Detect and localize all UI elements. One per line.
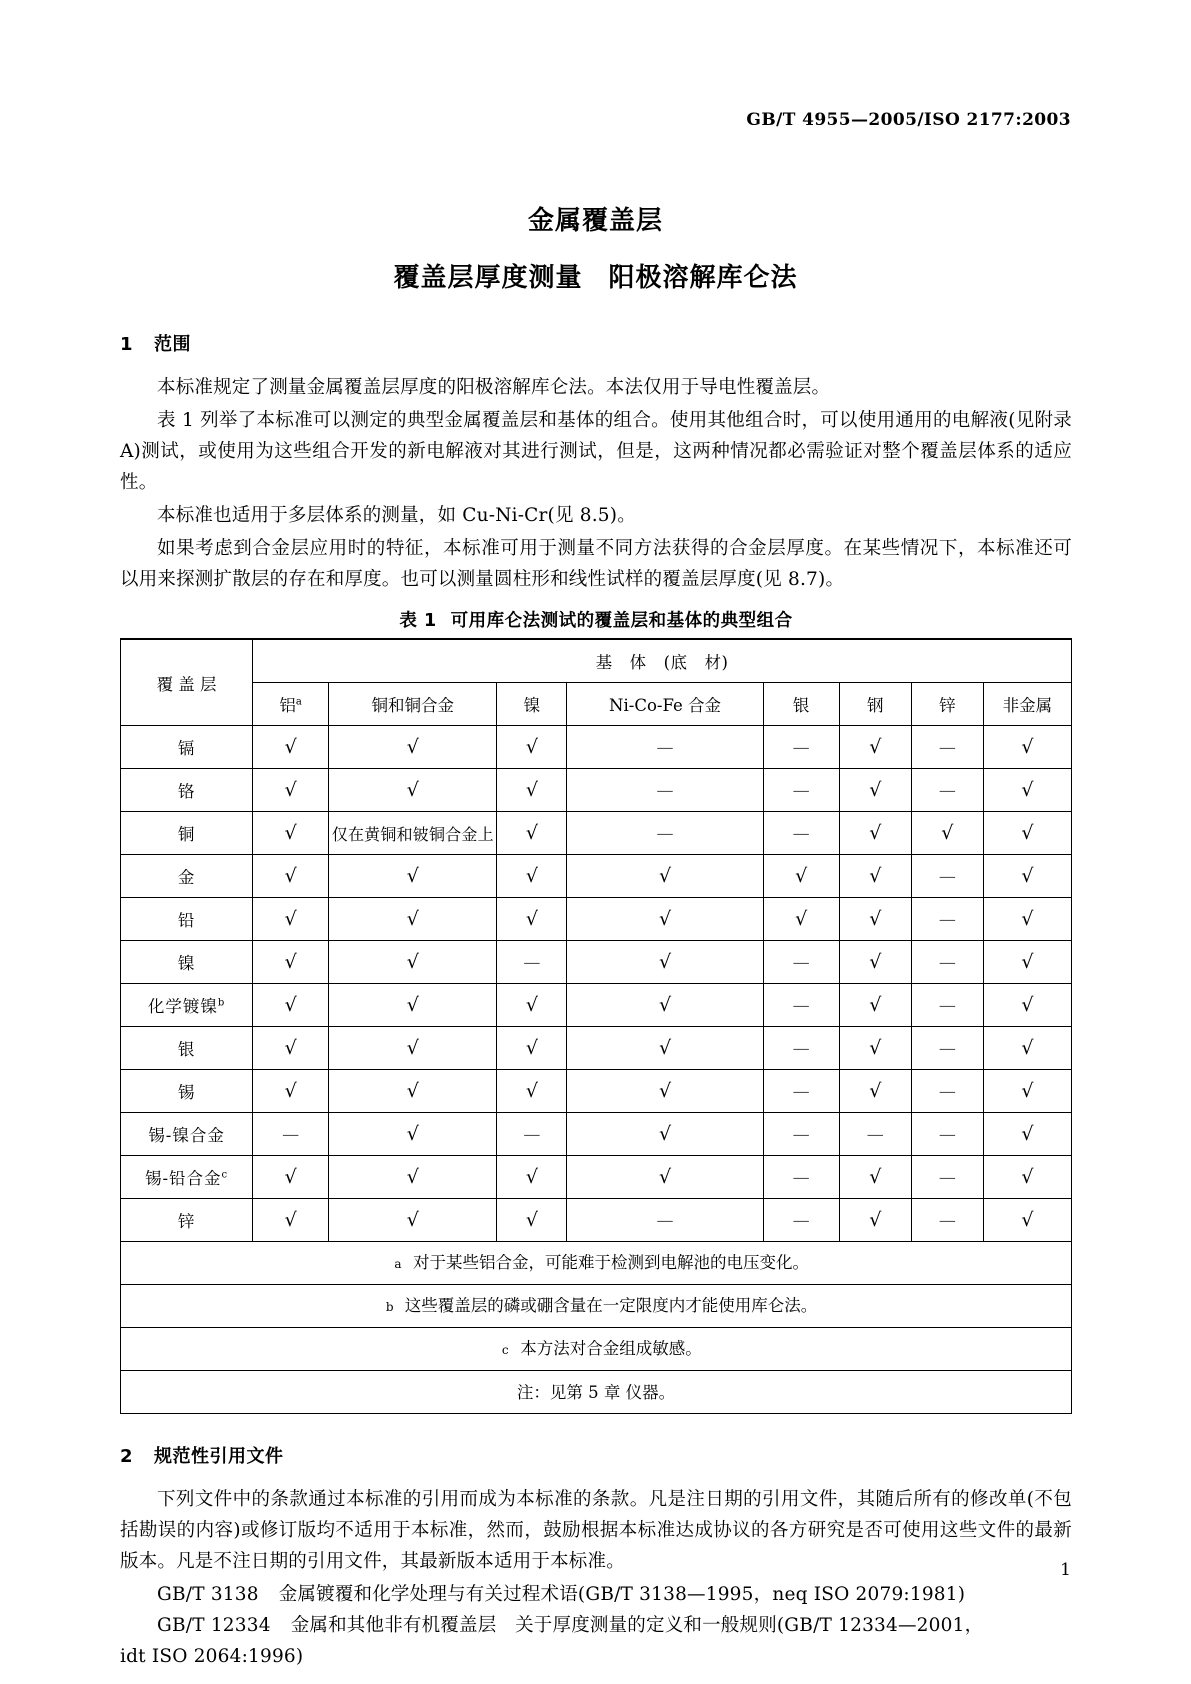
cell-value: √ <box>525 821 538 844</box>
table-cell <box>567 1027 763 1070</box>
cell-value: √ <box>525 1036 538 1059</box>
cell-value: — <box>282 1124 300 1145</box>
cell-value: — <box>792 1038 810 1059</box>
cell-value: — <box>792 1210 810 1231</box>
table-cell <box>497 984 567 1027</box>
table-cell <box>497 855 567 898</box>
cell-value: — <box>938 1167 956 1188</box>
cell-value: — <box>792 1124 810 1145</box>
row-header-coating <box>121 1027 253 1070</box>
table-column-header-row <box>121 683 1072 726</box>
cell-value: √ <box>1021 993 1034 1016</box>
table-cell <box>763 812 839 855</box>
cell-value: √ <box>406 1165 419 1188</box>
cell-value: √ <box>284 778 297 801</box>
table-cell <box>497 898 567 941</box>
table-cell <box>497 1113 567 1156</box>
table-cell <box>839 812 911 855</box>
table-cell <box>567 1113 763 1156</box>
table-cell <box>253 855 329 898</box>
table-cell <box>763 1113 839 1156</box>
table-cell <box>839 1113 911 1156</box>
paragraph: 本标准也适用于多层体系的测量，如 Cu-Ni-Cr(见 8.5)。 <box>157 505 636 526</box>
table-cell <box>253 898 329 941</box>
table-caption <box>120 607 1072 632</box>
table-cell <box>983 984 1071 1027</box>
cell-value: √ <box>869 735 882 758</box>
row-header-coating <box>121 812 253 855</box>
column-header-footnote-mark: a <box>295 696 302 708</box>
cell-value: √ <box>1021 864 1034 887</box>
table-cell <box>253 1070 329 1113</box>
reference-code: GB/T 3138 <box>157 1584 259 1605</box>
table-note-row <box>121 1371 1072 1414</box>
table-cell <box>567 1070 763 1113</box>
table-cell <box>911 769 983 812</box>
row-header-label: 镉 <box>177 739 196 758</box>
table-row <box>121 898 1072 941</box>
cell-value: √ <box>1021 735 1034 758</box>
table-cell <box>497 1156 567 1199</box>
reference-item-continuation: idt ISO 2064:1996) <box>120 1646 304 1667</box>
cell-value: √ <box>525 735 538 758</box>
table-cell <box>763 1070 839 1113</box>
cell-value: √ <box>869 1079 882 1102</box>
row-header-label: 铅 <box>177 911 196 930</box>
table-cell <box>253 1199 329 1242</box>
reference-code: GB/T 12334 <box>157 1615 271 1636</box>
cell-value: √ <box>658 864 672 887</box>
cell-value: — <box>866 1124 884 1145</box>
table-cell <box>839 984 911 1027</box>
row-header-label: 锡 <box>177 1083 196 1102</box>
table-cell <box>567 726 763 769</box>
table-cell <box>329 726 497 769</box>
cell-value: √ <box>525 993 538 1016</box>
table-cell <box>567 1199 763 1242</box>
table-cell <box>567 855 763 898</box>
cell-value: √ <box>406 950 419 973</box>
table-cell <box>253 769 329 812</box>
table-cell <box>983 941 1071 984</box>
cell-value: √ <box>658 993 672 1016</box>
table-cell <box>253 726 329 769</box>
cell-value: √ <box>869 864 882 887</box>
column-header-nonmetal: 非金属 <box>983 683 1071 726</box>
row-header-label: 锡-铅合金 <box>144 1169 222 1188</box>
row-header-footnote-mark: b <box>217 997 226 1009</box>
cell-value: — <box>938 737 956 758</box>
table-cell <box>983 1113 1071 1156</box>
column-header-label: 铝 <box>279 696 296 715</box>
cell-value: √ <box>406 864 419 887</box>
column-header-silver: 银 <box>763 683 839 726</box>
row-header-coating <box>121 1070 253 1113</box>
table-cell <box>763 898 839 941</box>
table-cell <box>839 726 911 769</box>
table-cell <box>763 855 839 898</box>
table-cell <box>839 1070 911 1113</box>
cell-value: — <box>938 995 956 1016</box>
table-cell <box>497 812 567 855</box>
document-title-sub-part1: 覆盖层厚度测量 <box>393 263 583 293</box>
paragraph: 如果考虑到合金层应用时的特征，本标准可用于测量不同方法获得的合金层厚度。在某些情况下，本标准还可以用来探测扩散层的存在和厚度。也可以测量圆柱形和线性试样的覆盖层厚度(见 8.7)。 <box>120 538 1072 590</box>
row-header-label: 化学镀镍 <box>147 997 218 1016</box>
section-title-2: 规范性引用文件 <box>154 1446 284 1467</box>
cell-value: √ <box>1021 1122 1034 1145</box>
table-cell <box>329 1027 497 1070</box>
cell-value: √ <box>795 907 808 930</box>
table-cell <box>253 1156 329 1199</box>
cell-value: — <box>938 909 956 930</box>
table-cell <box>911 1156 983 1199</box>
cell-value: — <box>792 952 810 973</box>
cell-value: — <box>792 780 810 801</box>
reference-text: 金属镀覆和化学处理与有关过程术语(GB/T 3138—1995，neq ISO 2079:1981) <box>278 1584 966 1605</box>
row-header-coating <box>121 726 253 769</box>
cell-value: √ <box>284 907 297 930</box>
table-cell <box>983 769 1071 812</box>
cell-value: √ <box>1021 1208 1034 1231</box>
paragraph: 下列文件中的条款通过本标准的引用而成为本标准的条款。凡是注日期的引用文件，其随后所有的修改单(不包括勘误的内容)或修订版均不适用于本标准，然而，鼓励根据本标准达成协议的各方研究是否可使用这些文件的最新版本。凡是不注日期的引用文件，其最新版本适用于本标准。 <box>120 1489 1072 1572</box>
title-block <box>0 200 1191 294</box>
table-cell <box>911 984 983 1027</box>
table-cell <box>567 984 763 1027</box>
cell-value: √ <box>941 821 954 844</box>
table-cell <box>253 1113 329 1156</box>
cell-value: √ <box>406 1208 419 1231</box>
table-cell <box>329 812 497 855</box>
table-corner-header: 覆 盖 层 <box>121 639 253 726</box>
cell-value: — <box>792 823 810 844</box>
table-cell <box>911 941 983 984</box>
table-cell <box>911 855 983 898</box>
cell-value: √ <box>658 1036 672 1059</box>
table-cell <box>763 941 839 984</box>
row-header-label: 金 <box>177 868 196 887</box>
cell-value: √ <box>284 864 297 887</box>
cell-value: √ <box>869 993 882 1016</box>
cell-value: √ <box>658 1165 672 1188</box>
table-caption-label: 表 1 <box>399 611 437 631</box>
cell-value: √ <box>525 907 538 930</box>
cell-value: √ <box>406 1079 419 1102</box>
table-cell <box>911 1027 983 1070</box>
table-cell <box>567 1156 763 1199</box>
cell-value: — <box>938 866 956 887</box>
cell-value: √ <box>869 1036 882 1059</box>
table-note: 注：见第 5 章 仪器。 <box>121 1371 1072 1414</box>
footnote-mark: a <box>394 1256 402 1271</box>
table-group-header: 基 体 (底 材) <box>253 639 1072 683</box>
row-header-label: 锡-镍合金 <box>148 1126 225 1145</box>
cell-value: √ <box>406 907 419 930</box>
table-cell <box>983 898 1071 941</box>
table-cell <box>911 812 983 855</box>
table-cell <box>839 1156 911 1199</box>
footnote-mark: c <box>501 1342 509 1357</box>
table-cell <box>567 898 763 941</box>
table-coating-substrate <box>120 638 1072 1414</box>
table-caption-text: 可用库仑法测试的覆盖层和基体的典型组合 <box>450 611 793 631</box>
section-heading-1 <box>120 330 1072 356</box>
table-cell <box>983 812 1071 855</box>
cell-value: √ <box>658 1079 672 1102</box>
table-row <box>121 984 1072 1027</box>
footnote-text: 对于某些铝合金，可能难于检测到电解池的电压变化。 <box>413 1252 809 1272</box>
cell-value: — <box>523 952 541 973</box>
section-number-1: 1 <box>120 334 134 355</box>
table-footnote-row <box>121 1328 1072 1371</box>
cell-value: √ <box>406 735 419 758</box>
cell-value: √ <box>869 1208 882 1231</box>
section-2 <box>120 1442 1072 1672</box>
column-header-aluminium <box>253 683 329 726</box>
column-header-zinc: 锌 <box>911 683 983 726</box>
cell-value: √ <box>1021 950 1034 973</box>
table-cell <box>253 1027 329 1070</box>
row-header-label: 铬 <box>177 782 196 801</box>
cell-value: √ <box>1021 778 1034 801</box>
table-cell <box>839 898 911 941</box>
table-cell <box>763 1027 839 1070</box>
table-cell <box>497 1070 567 1113</box>
cell-value: √ <box>869 907 882 930</box>
table-cell <box>253 941 329 984</box>
table-cell <box>329 898 497 941</box>
table-footnote-b <box>121 1285 1072 1328</box>
table-cell <box>763 984 839 1027</box>
cell-value: √ <box>406 778 419 801</box>
cell-value: √ <box>1021 907 1034 930</box>
column-header-nicofe: Ni-Co-Fe 合金 <box>567 683 763 726</box>
column-header-steel: 钢 <box>839 683 911 726</box>
table-cell <box>329 984 497 1027</box>
table-cell <box>567 769 763 812</box>
cell-value: — <box>938 780 956 801</box>
table-cell <box>329 1113 497 1156</box>
table-cell <box>839 941 911 984</box>
cell-value: √ <box>406 1036 419 1059</box>
table-cell <box>567 812 763 855</box>
cell-value: — <box>938 1124 956 1145</box>
cell-value: √ <box>869 821 882 844</box>
reference-item <box>120 1610 1072 1641</box>
cell-value: √ <box>525 1165 538 1188</box>
table-cell <box>253 984 329 1027</box>
cell-value: √ <box>406 993 419 1016</box>
row-header-footnote-mark: c <box>221 1169 229 1181</box>
cell-value: √ <box>284 1165 297 1188</box>
cell-value: — <box>656 780 674 801</box>
cell-value: √ <box>869 950 882 973</box>
table-footnote-c <box>121 1328 1072 1371</box>
table-cell <box>911 1070 983 1113</box>
cell-value: √ <box>1021 821 1034 844</box>
row-header-coating <box>121 1199 253 1242</box>
table-footnote-row <box>121 1242 1072 1285</box>
cell-value: √ <box>525 1208 538 1231</box>
cell-value: √ <box>284 1208 297 1231</box>
table-cell <box>983 1070 1071 1113</box>
section-number-2: 2 <box>120 1446 134 1467</box>
cell-value: √ <box>406 1122 419 1145</box>
row-header-label: 锌 <box>177 1212 196 1231</box>
table-cell <box>329 1070 497 1113</box>
row-header-label: 铜 <box>177 825 196 844</box>
row-header-label: 银 <box>177 1040 196 1059</box>
table-cell <box>497 1199 567 1242</box>
row-header-coating <box>121 898 253 941</box>
row-header-label: 镍 <box>177 954 196 973</box>
cell-value: 仅在黄铜和铍铜合金上 <box>331 824 494 844</box>
cell-value: √ <box>284 821 297 844</box>
cell-value: √ <box>284 1036 297 1059</box>
row-header-coating <box>121 855 253 898</box>
cell-value: √ <box>658 950 672 973</box>
cell-value: √ <box>1021 1036 1034 1059</box>
cell-value: √ <box>284 1079 297 1102</box>
reference-item <box>120 1579 1072 1610</box>
table-cell <box>983 855 1071 898</box>
table-row <box>121 1199 1072 1242</box>
column-header-copper: 铜和铜合金 <box>329 683 497 726</box>
table-row <box>121 1027 1072 1070</box>
cell-value: √ <box>525 778 538 801</box>
cell-value: — <box>938 1081 956 1102</box>
cell-value: — <box>792 1167 810 1188</box>
cell-value: — <box>938 952 956 973</box>
cell-value: √ <box>284 950 297 973</box>
table-row <box>121 941 1072 984</box>
table-cell <box>763 769 839 812</box>
table-cell <box>839 855 911 898</box>
table-cell <box>983 1156 1071 1199</box>
cell-value: — <box>938 1038 956 1059</box>
cell-value: — <box>792 995 810 1016</box>
cell-value: — <box>656 737 674 758</box>
row-header-coating <box>121 1156 253 1199</box>
table-cell <box>329 1199 497 1242</box>
table-cell <box>839 769 911 812</box>
footnote-text: 这些覆盖层的磷或硼含量在一定限度内才能使用库仑法。 <box>404 1295 818 1315</box>
table-cell <box>911 1113 983 1156</box>
running-header: GB/T 4955—2005/ISO 2177:2003 <box>746 110 1071 130</box>
row-header-coating <box>121 984 253 1027</box>
paragraph: 表 1 列举了本标准可以测定的典型金属覆盖层和基体的组合。使用其他组合时，可以使用通用的电解液(见附录 A)测试，或使用为这些组合开发的新电解液对其进行测试，但是，这两种情况都必需验证对整个覆盖层体系的适应性。 <box>120 410 1072 493</box>
cell-value: √ <box>658 907 672 930</box>
cell-value: — <box>792 1081 810 1102</box>
table-cell <box>983 726 1071 769</box>
table-cell <box>911 726 983 769</box>
table-cell <box>497 769 567 812</box>
table-cell <box>763 1156 839 1199</box>
table-cell <box>839 1027 911 1070</box>
table-cell <box>329 769 497 812</box>
document-title-main: 金属覆盖层 <box>527 206 663 236</box>
table-footnote-row <box>121 1285 1072 1328</box>
cell-value: √ <box>284 993 297 1016</box>
table-row <box>121 812 1072 855</box>
document-title-sub <box>0 257 1191 294</box>
cell-value: √ <box>869 1165 882 1188</box>
cell-value: √ <box>525 1079 538 1102</box>
table-cell <box>911 898 983 941</box>
cell-value: — <box>656 1210 674 1231</box>
cell-value: √ <box>1021 1165 1034 1188</box>
table-cell <box>497 726 567 769</box>
table-row <box>121 1070 1072 1113</box>
column-header-nickel: 镍 <box>497 683 567 726</box>
table-row <box>121 1113 1072 1156</box>
cell-value: √ <box>869 778 882 801</box>
paragraph: 本标准规定了测量金属覆盖层厚度的阳极溶解库仑法。本法仅用于导电性覆盖层。 <box>157 377 831 398</box>
table-cell <box>763 1199 839 1242</box>
table-cell <box>329 941 497 984</box>
reference-text: 金属和其他非有机覆盖层 关于厚度测量的定义和一般规则(GB/T 12334—2001， <box>290 1615 984 1636</box>
cell-value: √ <box>1021 1079 1034 1102</box>
table-row <box>121 855 1072 898</box>
row-header-coating <box>121 941 253 984</box>
table-row <box>121 769 1072 812</box>
table-cell <box>253 812 329 855</box>
cell-value: √ <box>658 1122 672 1145</box>
table-cell <box>983 1027 1071 1070</box>
table-row <box>121 726 1072 769</box>
cell-value: — <box>656 823 674 844</box>
row-header-coating <box>121 1113 253 1156</box>
section-title-1: 范围 <box>154 334 191 355</box>
table-cell <box>983 1199 1071 1242</box>
footnote-text: 本方法对合金组成敏感。 <box>520 1338 702 1358</box>
table-footnote-a <box>121 1242 1072 1285</box>
table-cell <box>839 1199 911 1242</box>
cell-value: — <box>523 1124 541 1145</box>
table-cell <box>567 941 763 984</box>
table-cell <box>497 1027 567 1070</box>
cell-value: — <box>792 737 810 758</box>
cell-value: √ <box>284 735 297 758</box>
table-cell <box>763 726 839 769</box>
table-header-row-group <box>121 639 1072 683</box>
row-header-coating <box>121 769 253 812</box>
document-body <box>120 330 1072 1672</box>
table-cell <box>497 941 567 984</box>
table-row <box>121 1156 1072 1199</box>
cell-value: √ <box>525 864 538 887</box>
table-cell <box>911 1199 983 1242</box>
page-number: 1 <box>1060 1560 1071 1580</box>
section-heading-2 <box>120 1442 1072 1468</box>
cell-value: √ <box>795 864 808 887</box>
footnote-mark: b <box>385 1299 394 1314</box>
table-cell <box>329 1156 497 1199</box>
cell-value: — <box>938 1210 956 1231</box>
table-cell <box>329 855 497 898</box>
document-title-sub-part2: 阳极溶解库仑法 <box>608 263 798 293</box>
